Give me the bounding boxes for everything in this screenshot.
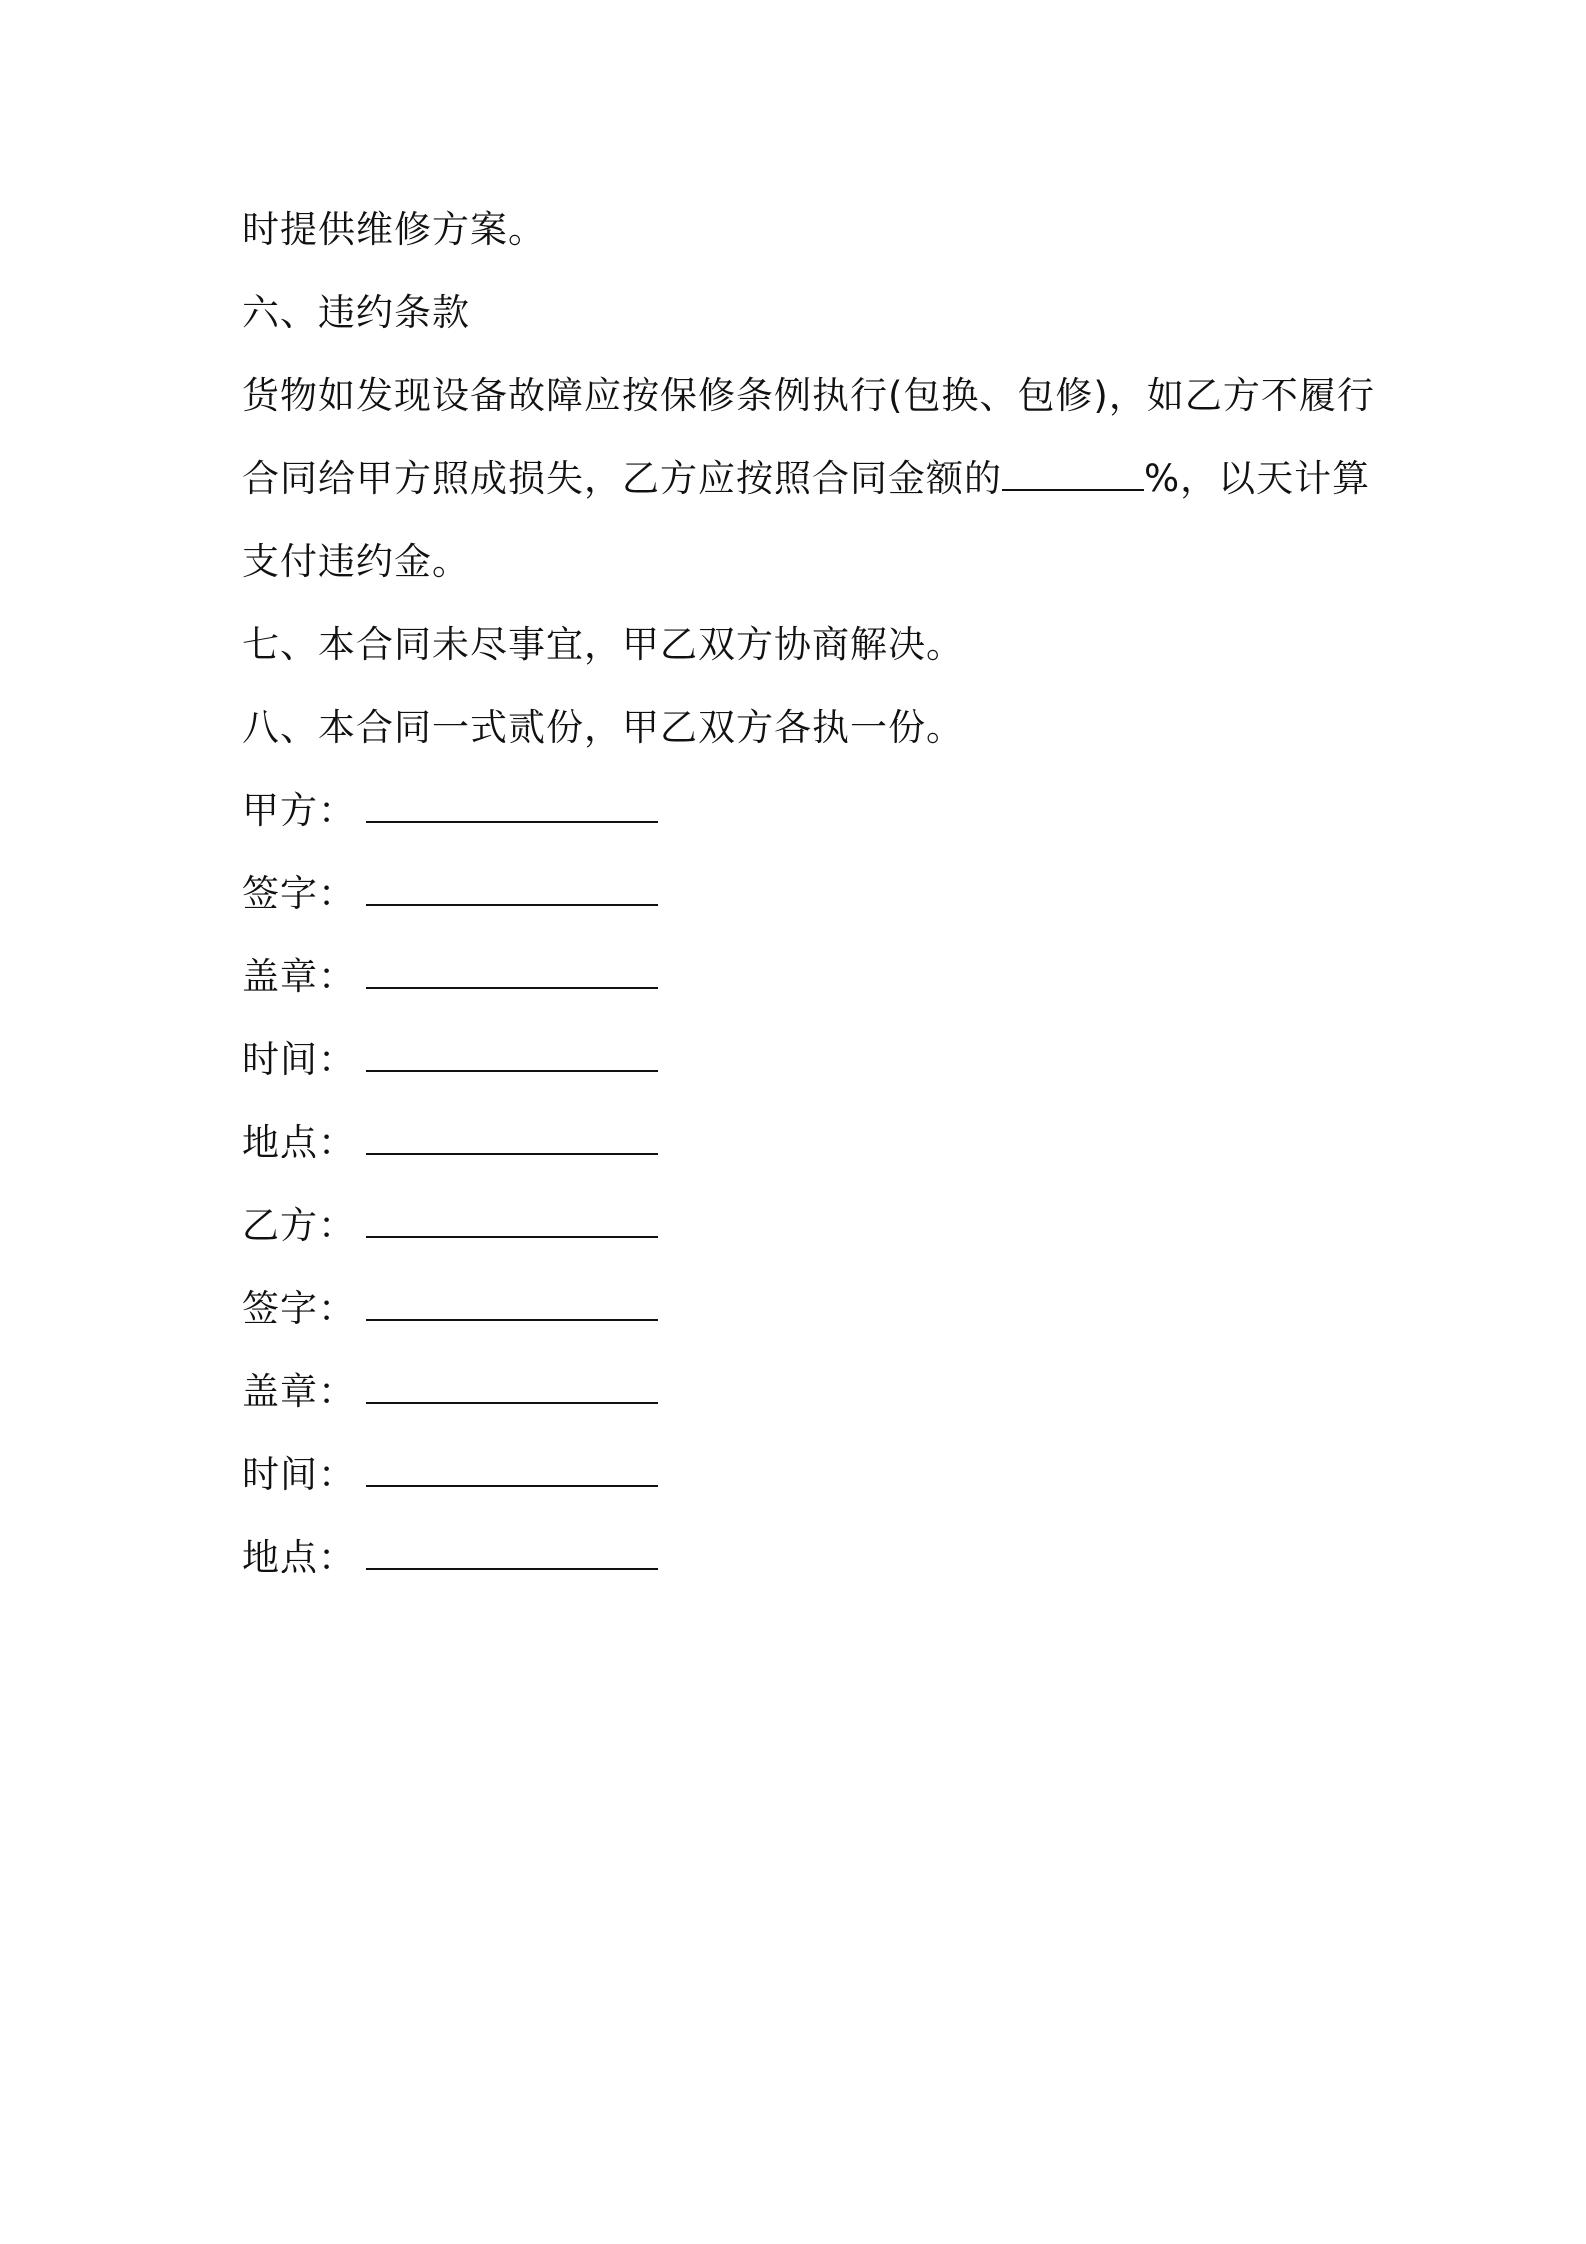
party-b-place-label: 地点： bbox=[242, 1536, 356, 1579]
party-b-seal-label: 盖章： bbox=[242, 1370, 356, 1413]
clause-seven: 七、本合同未尽事宜，甲乙双方协商解决。 bbox=[242, 623, 964, 666]
party-b-seal-blank[interactable] bbox=[366, 1368, 658, 1404]
party-b-sign-label: 签字： bbox=[242, 1287, 356, 1330]
party-b-time-label: 时间： bbox=[242, 1453, 356, 1496]
party-a-seal-label: 盖章： bbox=[242, 955, 356, 998]
party-b-place-field bbox=[242, 1533, 658, 1583]
percentage-blank[interactable] bbox=[1002, 455, 1144, 491]
party-a-sign-blank[interactable] bbox=[366, 870, 658, 906]
paragraph-breach-line-1: 货物如发现设备故障应按保修条例执行(包换、包修)，如乙方不履行 bbox=[242, 374, 1375, 417]
party-b-sign-field bbox=[242, 1284, 658, 1334]
section-heading-breach: 六、违约条款 bbox=[242, 291, 470, 334]
party-a-label: 甲方： bbox=[242, 789, 356, 832]
party-a-sign-field bbox=[242, 869, 658, 919]
paragraph-breach-line-3: 支付违约金。 bbox=[242, 540, 470, 583]
party-a-time-blank[interactable] bbox=[366, 1036, 658, 1072]
party-a-sign-label: 签字： bbox=[242, 872, 356, 915]
party-a-place-field bbox=[242, 1118, 658, 1168]
party-b-seal-field bbox=[242, 1367, 658, 1417]
paragraph-breach-line-2 bbox=[242, 454, 1370, 504]
paragraph-repair-plan: 时提供维修方案。 bbox=[242, 208, 546, 251]
party-b-time-field bbox=[242, 1450, 658, 1500]
party-b-sign-blank[interactable] bbox=[366, 1285, 658, 1321]
party-a-seal-blank[interactable] bbox=[366, 953, 658, 989]
party-a-blank[interactable] bbox=[366, 787, 658, 823]
party-a-field bbox=[242, 786, 658, 836]
party-b-blank[interactable] bbox=[366, 1202, 658, 1238]
party-b-field bbox=[242, 1201, 658, 1251]
party-b-label: 乙方： bbox=[242, 1204, 356, 1247]
breach-text-after: %，以天计算 bbox=[1144, 457, 1371, 500]
breach-text-before: 合同给甲方照成损失，乙方应按照合同金额的 bbox=[242, 457, 1002, 500]
party-a-time-field bbox=[242, 1035, 658, 1085]
party-a-place-blank[interactable] bbox=[366, 1119, 658, 1155]
clause-eight: 八、本合同一式贰份，甲乙双方各执一份。 bbox=[242, 706, 964, 749]
party-a-time-label: 时间： bbox=[242, 1038, 356, 1081]
party-b-time-blank[interactable] bbox=[366, 1451, 658, 1487]
party-a-place-label: 地点： bbox=[242, 1121, 356, 1164]
party-b-place-blank[interactable] bbox=[366, 1534, 658, 1570]
party-a-seal-field bbox=[242, 952, 658, 1002]
